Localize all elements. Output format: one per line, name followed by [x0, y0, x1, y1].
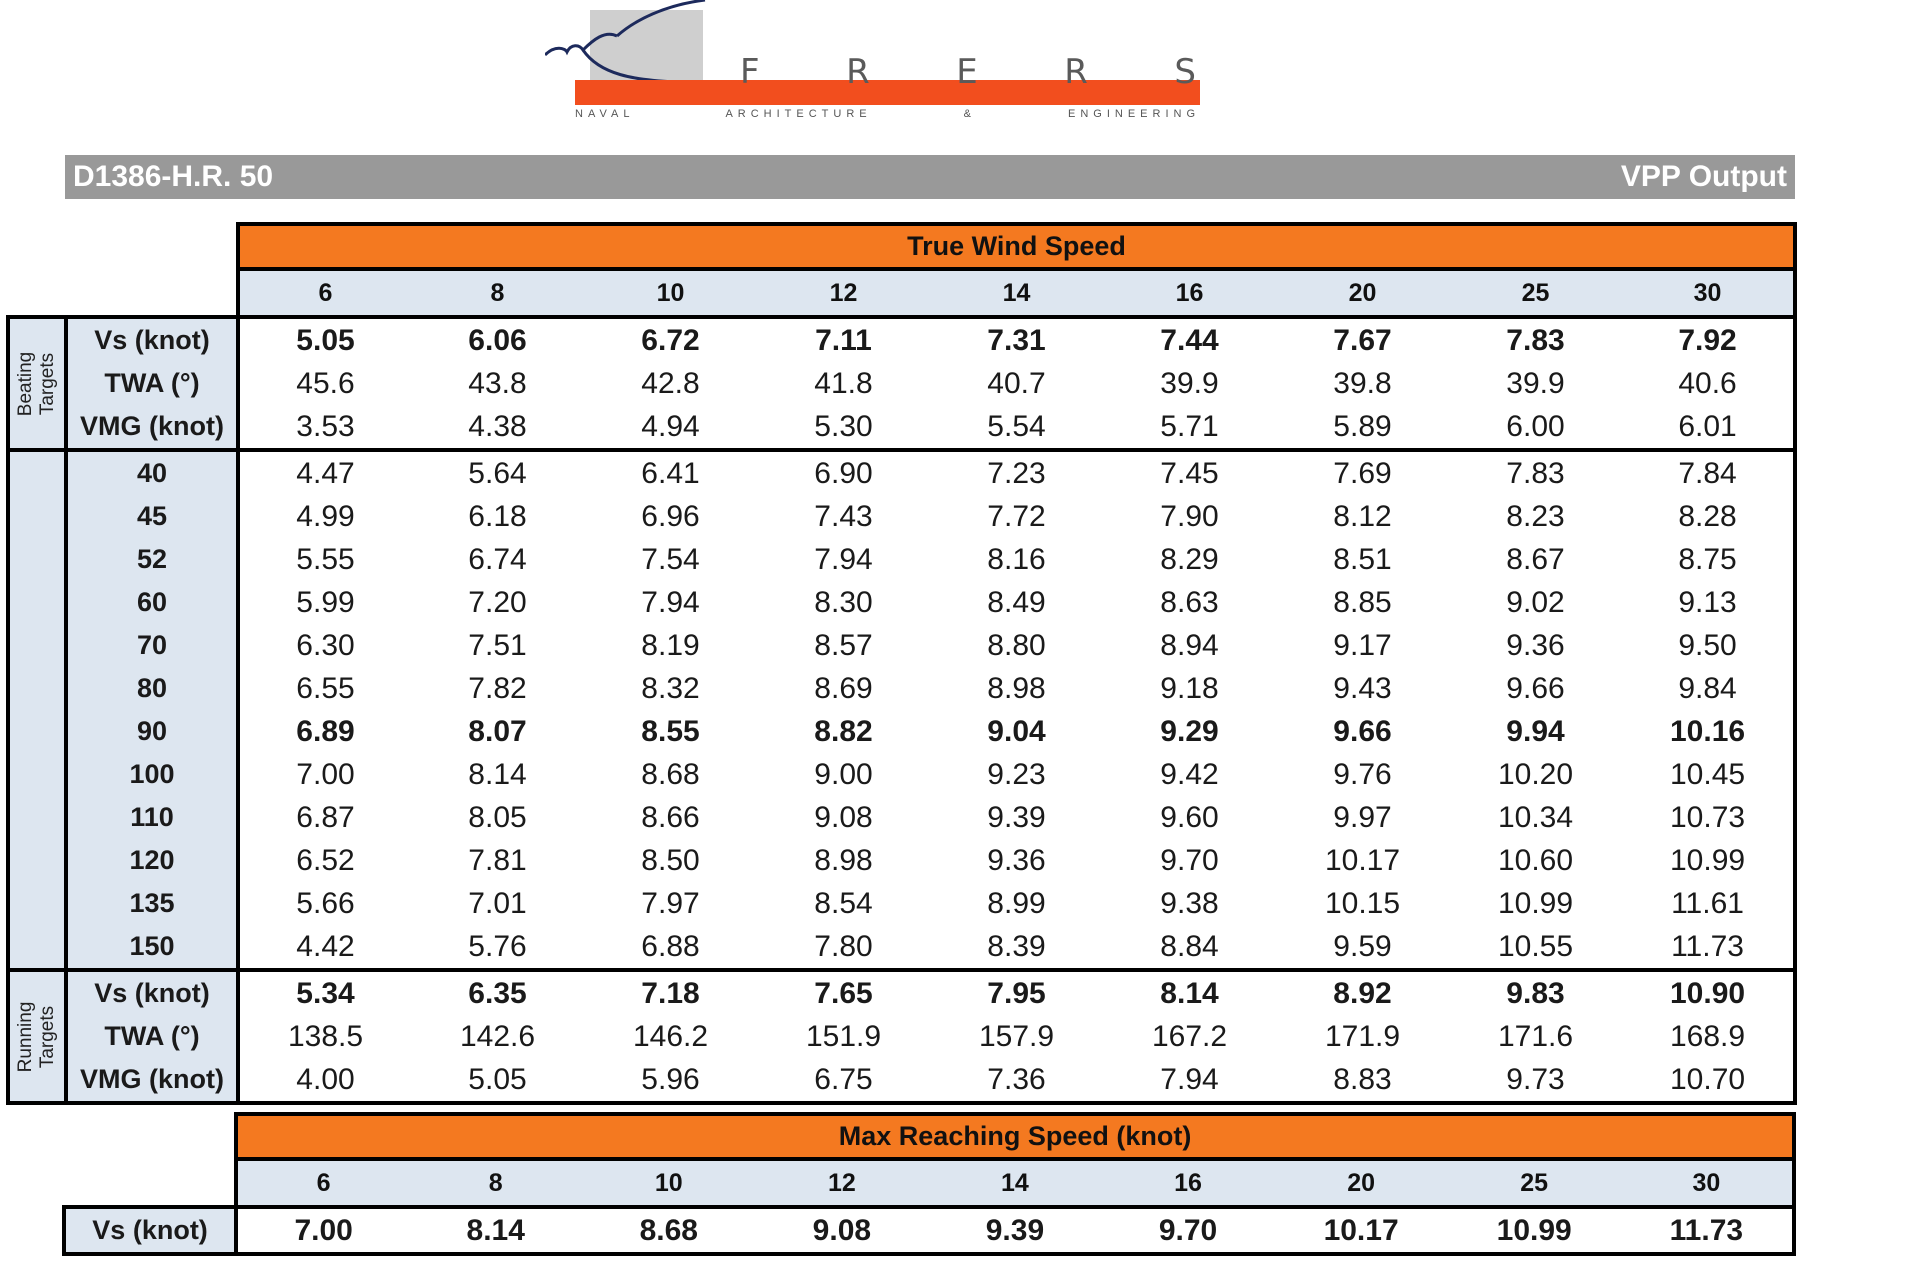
table-cell: 8.05: [468, 800, 527, 834]
table-cell: 5.76: [468, 929, 527, 963]
row-label: VMG (knot): [66, 1058, 238, 1103]
table-cell: 3.53: [296, 409, 355, 443]
table-cell: 10.16: [1622, 710, 1795, 753]
table-cell: 7.44: [1103, 317, 1276, 362]
reaching-table: [6, 1112, 1796, 1256]
document-title: D1386-H.R. 50: [73, 160, 274, 193]
table-cell: 7.82: [468, 671, 527, 705]
logo-tagline: NAVAL ARCHITECTURE & ENGINEERING: [575, 108, 1200, 120]
table-row: [8, 1015, 1795, 1058]
wind-speed-row: [8, 269, 1795, 317]
table-cell: 5.05: [411, 1058, 584, 1103]
table-cell: 7.18: [584, 970, 757, 1015]
wind-speed-header: 14: [928, 1159, 1101, 1207]
table-row: [8, 667, 1795, 710]
table-cell: 171.9: [1324, 1019, 1401, 1053]
row-label: Vs (knot): [66, 970, 238, 1015]
table-cell: 7.83: [1449, 450, 1622, 495]
logo-letter: R: [1064, 52, 1092, 92]
row-label: TWA (°): [66, 1015, 238, 1058]
table-cell: 7.11: [757, 317, 930, 362]
table-cell: 9.17: [1333, 628, 1392, 662]
table-cell: 8.55: [641, 714, 700, 748]
table-cell: 8.83: [1276, 1058, 1449, 1103]
table-cell: 9.60: [1160, 800, 1219, 834]
table-cell: 39.8: [1333, 366, 1392, 400]
table-cell: 6.18: [468, 499, 527, 533]
table-row: [8, 1058, 1795, 1103]
table-cell: 7.94: [1103, 1058, 1276, 1103]
table-cell: 8.19: [641, 628, 700, 662]
table-cell: 9.70: [1160, 843, 1219, 877]
table-cell: 6.55: [296, 671, 355, 705]
table-cell: 6.35: [411, 970, 584, 1015]
header-spacer: [8, 224, 238, 269]
table-cell: 7.65: [757, 970, 930, 1015]
table-cell: 11.61: [1622, 882, 1795, 925]
table-row: [8, 538, 1795, 581]
header-spacer: [8, 269, 238, 317]
logo-letter: S: [1174, 52, 1200, 92]
table-cell: 9.43: [1333, 671, 1392, 705]
table-row: [8, 405, 1795, 450]
table-cell: 11.73: [1621, 1207, 1794, 1254]
table-cell: 7.80: [814, 929, 873, 963]
table-row: [8, 839, 1795, 882]
table-cell: 4.00: [238, 1058, 411, 1103]
table-cell: 8.69: [814, 671, 873, 705]
table-cell: 7.97: [641, 886, 700, 920]
table-cell: 39.9: [1160, 366, 1219, 400]
row-label: 110: [66, 796, 238, 839]
group-label-line: Running: [15, 1001, 36, 1072]
table-cell: 5.96: [584, 1058, 757, 1103]
table-cell: 7.00: [236, 1207, 409, 1254]
table-cell: 7.23: [930, 450, 1103, 495]
table-cell: 9.59: [1333, 929, 1392, 963]
table-cell: 10.99: [1497, 886, 1574, 920]
row-label: Vs (knot): [64, 1207, 236, 1254]
table-cell: 6.75: [757, 1058, 930, 1103]
table-cell: 5.64: [411, 450, 584, 495]
table-cell: 6.30: [296, 628, 355, 662]
header-spacer: [6, 1159, 236, 1207]
wind-speed-header: 12: [757, 269, 930, 317]
table-cell: 7.81: [468, 843, 527, 877]
document-subtitle: VPP Output: [1620, 160, 1787, 193]
table-cell: 8.80: [987, 628, 1046, 662]
table-cell: 5.55: [296, 542, 355, 576]
table-row: [8, 317, 1795, 362]
table-cell: 8.63: [1160, 585, 1219, 619]
table-cell: 9.13: [1622, 581, 1795, 624]
table-cell: 5.05: [238, 317, 411, 362]
header-row: [8, 224, 1795, 269]
table-cell: 151.9: [805, 1019, 882, 1053]
wind-speed-header: 30: [1621, 1159, 1794, 1207]
table-cell: 10.17: [1324, 843, 1401, 877]
table-cell: 9.50: [1622, 624, 1795, 667]
table-cell: 8.54: [814, 886, 873, 920]
row-label: 40: [66, 450, 238, 495]
table-cell: 9.94: [1506, 714, 1565, 748]
table-row: [8, 710, 1795, 753]
wind-speed-row: [6, 1159, 1794, 1207]
table-cell: 7.31: [930, 317, 1103, 362]
table-row: [8, 624, 1795, 667]
table-row: [8, 450, 1795, 495]
table-row: [8, 925, 1795, 970]
row-label: VMG (knot): [66, 405, 238, 450]
group-label-line: Targets: [37, 352, 58, 415]
table-cell: 8.99: [987, 886, 1046, 920]
table-cell: 142.6: [459, 1019, 536, 1053]
logo-letter: E: [956, 52, 982, 92]
table-cell: 9.42: [1160, 757, 1219, 791]
table-cell: 7.83: [1449, 317, 1622, 362]
table-cell: 6.41: [584, 450, 757, 495]
row-label: TWA (°): [66, 362, 238, 405]
row-label: 52: [66, 538, 238, 581]
table-cell: 8.92: [1276, 970, 1449, 1015]
table-cell: 6.06: [411, 317, 584, 362]
table-cell: 8.57: [814, 628, 873, 662]
table-cell: 8.51: [1333, 542, 1392, 576]
table-row: [8, 581, 1795, 624]
row-label: 150: [66, 925, 238, 970]
wind-speed-header: 8: [411, 269, 584, 317]
table-cell: 8.94: [1160, 628, 1219, 662]
table-cell: 10.17: [1275, 1207, 1448, 1254]
table-row: [8, 362, 1795, 405]
logo-letter: F: [740, 52, 764, 92]
table-cell: 8.98: [987, 671, 1046, 705]
table-cell: 10.55: [1497, 929, 1574, 963]
table-cell: 8.14: [1103, 970, 1276, 1015]
table-cell: 9.66: [1506, 671, 1565, 705]
row-label: 45: [66, 495, 238, 538]
table-cell: 7.94: [814, 542, 873, 576]
table-cell: 42.8: [641, 366, 700, 400]
table-row: [8, 970, 1795, 1015]
table-cell: 4.38: [468, 409, 527, 443]
table-cell: 8.50: [641, 843, 700, 877]
table-cell: 168.9: [1622, 1015, 1795, 1058]
table-cell: 6.01: [1622, 405, 1795, 450]
wind-speed-header: 10: [582, 1159, 755, 1207]
table-cell: 5.71: [1160, 409, 1219, 443]
table-cell: 5.99: [296, 585, 355, 619]
table-cell: 7.72: [987, 499, 1046, 533]
table-cell: 9.84: [1622, 667, 1795, 710]
wind-speed-header: 8: [409, 1159, 582, 1207]
running-group-label: [15, 1001, 59, 1072]
table-cell: 171.6: [1497, 1019, 1574, 1053]
row-spacer: [6, 1207, 64, 1254]
table-cell: 10.70: [1622, 1058, 1795, 1103]
table-cell: 4.99: [296, 499, 355, 533]
table-cell: 8.67: [1506, 542, 1565, 576]
wind-speed-header: 25: [1449, 269, 1622, 317]
wind-speed-header: 25: [1448, 1159, 1621, 1207]
table-cell: 8.66: [641, 800, 700, 834]
table-cell: 5.30: [814, 409, 873, 443]
table-cell: 6.87: [296, 800, 355, 834]
table-cell: 7.69: [1276, 450, 1449, 495]
table-cell: 6.96: [641, 499, 700, 533]
table-cell: 8.39: [987, 929, 1046, 963]
table-cell: 7.94: [641, 585, 700, 619]
table-cell: 6.90: [757, 450, 930, 495]
table-cell: 5.34: [238, 970, 411, 1015]
angles-group-cell: [8, 450, 66, 970]
table-cell: 9.02: [1506, 585, 1565, 619]
row-label: Vs (knot): [66, 317, 238, 362]
table-cell: 157.9: [978, 1019, 1055, 1053]
table-cell: 10.45: [1622, 753, 1795, 796]
table-cell: 7.36: [930, 1058, 1103, 1103]
table-cell: 9.36: [987, 843, 1046, 877]
table-row: [8, 882, 1795, 925]
wind-speed-header: 12: [755, 1159, 928, 1207]
table-cell: 8.84: [1160, 929, 1219, 963]
wind-speed-header: 30: [1622, 269, 1795, 317]
table-cell: 8.28: [1622, 495, 1795, 538]
table-cell: 9.04: [987, 714, 1046, 748]
table-cell: 6.00: [1506, 409, 1565, 443]
table-cell: 8.12: [1333, 499, 1392, 533]
table-cell: 7.20: [468, 585, 527, 619]
table-cell: 9.08: [755, 1207, 928, 1254]
table-cell: 7.43: [814, 499, 873, 533]
table-cell: 8.30: [814, 585, 873, 619]
table-cell: 9.38: [1160, 886, 1219, 920]
table-cell: 8.23: [1506, 499, 1565, 533]
wind-speed-header: 14: [930, 269, 1103, 317]
table-cell: 45.6: [296, 366, 355, 400]
table-cell: 7.95: [930, 970, 1103, 1015]
table-cell: 146.2: [632, 1019, 709, 1053]
table-cell: 6.74: [468, 542, 527, 576]
table-cell: 4.94: [641, 409, 700, 443]
table-cell: 9.70: [1101, 1207, 1274, 1254]
table-cell: 9.97: [1333, 800, 1392, 834]
row-label: 90: [66, 710, 238, 753]
table-cell: 8.29: [1160, 542, 1219, 576]
table-cell: 7.00: [296, 757, 355, 791]
wind-speed-header: 20: [1275, 1159, 1448, 1207]
group-label-line: Beating: [15, 351, 36, 416]
table-cell: 40.7: [987, 366, 1046, 400]
header-row: [6, 1114, 1794, 1159]
logo-wordmark: [740, 52, 1200, 92]
table-cell: 8.85: [1333, 585, 1392, 619]
table-cell: 9.23: [987, 757, 1046, 791]
table-cell: 4.42: [296, 929, 355, 963]
table-cell: 10.99: [1448, 1207, 1621, 1254]
table-cell: 10.90: [1622, 970, 1795, 1015]
table-cell: 8.32: [641, 671, 700, 705]
table-cell: 7.54: [641, 542, 700, 576]
table-cell: 5.54: [987, 409, 1046, 443]
table-cell: 7.84: [1622, 450, 1795, 495]
table-cell: 9.73: [1449, 1058, 1622, 1103]
table-cell: 8.68: [641, 757, 700, 791]
table-cell: 7.92: [1622, 317, 1795, 362]
table-cell: 9.00: [814, 757, 873, 791]
table-row: [6, 1207, 1794, 1254]
row-label: 135: [66, 882, 238, 925]
row-label: 80: [66, 667, 238, 710]
wind-speed-header: 16: [1101, 1159, 1274, 1207]
table-cell: 8.07: [468, 714, 527, 748]
table-cell: 10.60: [1497, 843, 1574, 877]
table-row: [8, 495, 1795, 538]
table-cell: 8.82: [814, 714, 873, 748]
table-cell: 9.39: [928, 1207, 1101, 1254]
table-cell: 10.15: [1324, 886, 1401, 920]
table-cell: 7.45: [1103, 450, 1276, 495]
table-cell: 7.90: [1160, 499, 1219, 533]
logo-letter: R: [846, 52, 874, 92]
table-row: [8, 753, 1795, 796]
table-cell: 7.01: [468, 886, 527, 920]
table-cell: 7.51: [468, 628, 527, 662]
table-cell: 9.76: [1333, 757, 1392, 791]
wind-speed-header: 10: [584, 269, 757, 317]
table-cell: 9.08: [814, 800, 873, 834]
table-cell: 10.34: [1497, 800, 1574, 834]
table-cell: 8.75: [1622, 538, 1795, 581]
table-cell: 10.73: [1622, 796, 1795, 839]
table-cell: 43.8: [468, 366, 527, 400]
table-cell: 6.52: [296, 843, 355, 877]
table-cell: 8.14: [468, 757, 527, 791]
max-reaching-speed-header: Max Reaching Speed (knot): [236, 1114, 1794, 1159]
table-cell: 8.68: [582, 1207, 755, 1254]
table-cell: 40.6: [1622, 362, 1795, 405]
table-cell: 8.98: [814, 843, 873, 877]
true-wind-speed-header: True Wind Speed: [238, 224, 1795, 269]
table-row: [8, 796, 1795, 839]
row-label: 60: [66, 581, 238, 624]
wind-speed-header: 6: [236, 1159, 409, 1207]
table-cell: 10.99: [1622, 839, 1795, 882]
table-cell: 11.73: [1622, 925, 1795, 970]
frers-logo: [545, 0, 1205, 128]
wind-speed-header: 20: [1276, 269, 1449, 317]
beating-group-cell: [8, 317, 66, 450]
header-spacer: [6, 1114, 236, 1159]
row-label: 100: [66, 753, 238, 796]
table-cell: 8.49: [987, 585, 1046, 619]
table-cell: 5.89: [1333, 409, 1392, 443]
table-cell: 10.20: [1497, 757, 1574, 791]
logo-bird-icon: [545, 0, 725, 90]
table-cell: 8.14: [409, 1207, 582, 1254]
table-cell: 9.39: [987, 800, 1046, 834]
beating-group-label: [15, 351, 59, 415]
table-cell: 9.29: [1160, 714, 1219, 748]
table-cell: 6.89: [296, 714, 355, 748]
table-cell: 9.36: [1506, 628, 1565, 662]
table-cell: 5.66: [296, 886, 355, 920]
table-cell: 7.67: [1276, 317, 1449, 362]
wind-speed-header: 16: [1103, 269, 1276, 317]
table-cell: 6.88: [641, 929, 700, 963]
vpp-table: [6, 222, 1797, 1105]
row-label: 120: [66, 839, 238, 882]
wind-speed-header: 6: [238, 269, 411, 317]
title-bar: [65, 155, 1795, 199]
row-label: 70: [66, 624, 238, 667]
table-cell: 8.16: [987, 542, 1046, 576]
running-group-cell: [8, 970, 66, 1103]
table-cell: 167.2: [1151, 1019, 1228, 1053]
group-label-line: Targets: [37, 1005, 58, 1068]
table-cell: 9.66: [1333, 714, 1392, 748]
table-cell: 9.83: [1449, 970, 1622, 1015]
table-cell: 41.8: [814, 366, 873, 400]
table-cell: 39.9: [1506, 366, 1565, 400]
table-cell: 138.5: [287, 1019, 364, 1053]
table-cell: 9.18: [1160, 671, 1219, 705]
table-cell: 6.72: [584, 317, 757, 362]
table-cell: 4.47: [238, 450, 411, 495]
